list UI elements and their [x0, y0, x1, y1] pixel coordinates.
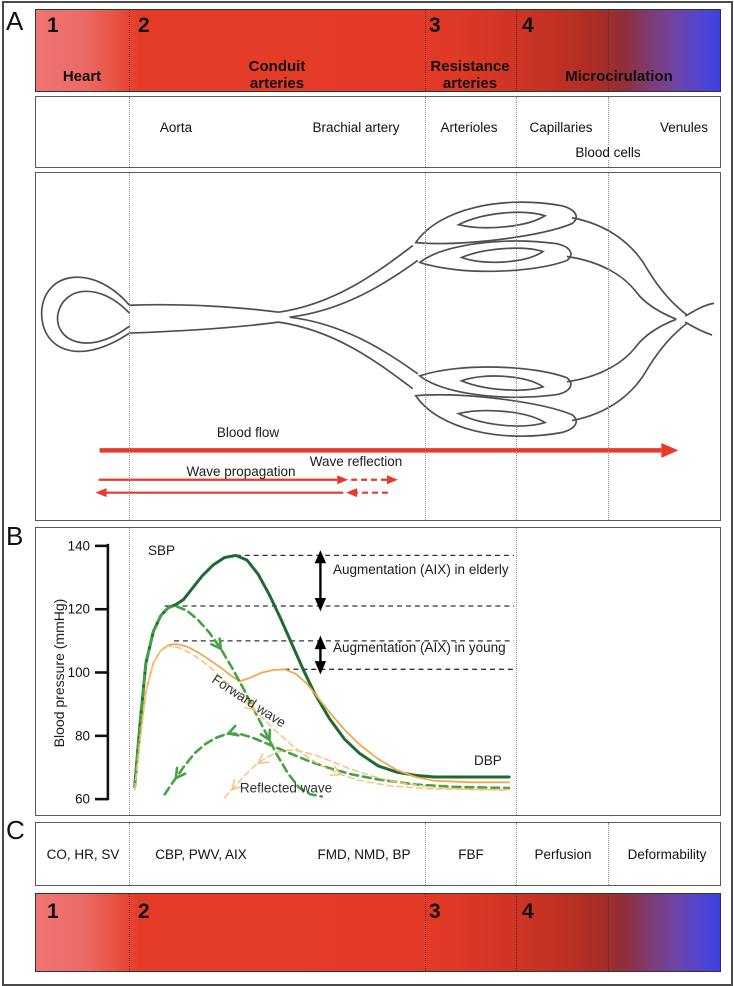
y-axis	[68, 538, 108, 806]
lower-branch-inner	[290, 317, 418, 374]
y-axis-title: Blood pressure (mmHg)	[51, 598, 67, 748]
forward-wave-label: Forward wave	[209, 671, 289, 731]
row-divider-1	[129, 97, 130, 167]
heart-outline-inner	[58, 291, 130, 343]
pod-lower-1-leaf	[459, 411, 546, 426]
ytick-120: 120	[67, 601, 91, 617]
pod-lower-2	[420, 367, 571, 397]
measure-venule: Deformability	[627, 847, 707, 862]
dbp-label: DBP	[474, 753, 502, 768]
c-divider-1	[129, 823, 130, 885]
wave-propagation-return-head	[96, 488, 107, 497]
diagram-vline-1	[129, 173, 130, 520]
aug-elderly-arrow-head-up	[315, 551, 325, 562]
exit-vessel-top	[685, 303, 714, 316]
row-divider-2	[425, 97, 426, 167]
flow-arrows	[96, 443, 679, 497]
vessel-diagram-panel	[35, 172, 721, 521]
aug-elderly-arrow-head-down	[315, 599, 325, 611]
section-3-number: 3	[429, 14, 441, 37]
chart-series	[135, 555, 514, 797]
top-gradient-bar	[35, 9, 721, 92]
blood-flow-label: Blood flow	[216, 425, 280, 440]
section-1-label: Heart	[62, 68, 102, 85]
augmentation-arrows	[315, 551, 325, 673]
bottom-divider-3	[516, 894, 517, 971]
upper-branch-inner	[290, 260, 418, 317]
bottom-section-3: 3	[429, 900, 441, 923]
section-4-number: 4	[522, 14, 534, 37]
label-blood-cells: Blood cells	[571, 145, 644, 160]
bottom-divider-1	[129, 894, 130, 971]
chart-vline-1	[129, 528, 130, 815]
pod-upper-1-leaf	[459, 212, 546, 227]
panel-b-label: B	[6, 521, 24, 551]
vessel-name-row	[35, 96, 721, 168]
bottom-divider-4	[608, 894, 609, 971]
pod-lower-1	[416, 395, 576, 436]
row-divider-3	[516, 97, 517, 167]
aug-young-label: Augmentation (AIX) in young	[333, 640, 506, 655]
pod-upper-1	[416, 202, 576, 243]
bottom-gradient-bar	[35, 893, 721, 972]
pod-upper-2	[420, 241, 571, 271]
ytick-140: 140	[67, 538, 91, 554]
bottom-section-2: 2	[138, 900, 150, 923]
section-2-label: Conduit arteries	[248, 58, 306, 92]
pod-lower-2-leaf	[462, 376, 544, 390]
label-brachial-artery: Brachial artery	[312, 120, 400, 135]
series-reflected-wave-elderly-arrowhead	[227, 726, 239, 738]
section-1-number: 1	[47, 14, 59, 37]
measure-brachial: FMD, NMD, BP	[317, 847, 411, 862]
diagram-vline-2	[425, 173, 426, 520]
label-arterioles: Arterioles	[440, 120, 498, 135]
measure-capillary: Perfusion	[534, 847, 592, 862]
ytick-60: 60	[75, 791, 91, 807]
vessel-tree	[42, 202, 714, 436]
panel-a-label: A	[6, 6, 24, 36]
label-aorta: Aorta	[159, 120, 193, 135]
bottom-section-1: 1	[47, 900, 59, 923]
aorta-top	[129, 305, 278, 312]
reflected-wave-label: Reflected wave	[239, 780, 333, 796]
bottom-section-4: 4	[522, 900, 534, 923]
venule-lower-1	[572, 323, 687, 420]
heart-outline-outer	[42, 277, 130, 351]
aorta-bottom	[129, 322, 278, 333]
ytick-80: 80	[75, 728, 91, 744]
pressure-chart-panel	[35, 527, 721, 816]
diagram-vline-3	[516, 173, 517, 520]
label-capillaries: Capillaries	[529, 120, 593, 135]
bottom-divider-2	[425, 894, 426, 971]
wave-reflection-forward-head	[387, 475, 398, 484]
series-forward-wave-elderly	[135, 606, 322, 796]
measure-heart: CO, HR, SV	[46, 847, 120, 862]
sbp-label: SBP	[148, 543, 176, 558]
aug-young-arrow-head-down	[315, 662, 325, 674]
aug-young-arrow-head-up	[315, 637, 325, 649]
panel-c-label: C	[6, 815, 25, 845]
section-4-label: Microcirulation	[565, 68, 673, 85]
wave-propagation-label: Wave propagation	[186, 464, 296, 479]
ytick-100: 100	[67, 664, 91, 680]
divider-heart-conduit	[129, 10, 130, 91]
wave-propagation-forward-head	[337, 475, 348, 484]
section-3-label: Resistance arteries	[430, 58, 510, 92]
exit-vessel-bottom	[685, 322, 712, 335]
chart-vline-2	[516, 528, 517, 815]
c-divider-2	[425, 823, 426, 885]
wave-reflection-label: Wave reflection	[309, 454, 403, 469]
c-divider-4	[608, 823, 609, 885]
wave-reflection-return-head	[346, 488, 357, 497]
section-2-number: 2	[138, 14, 150, 37]
aug-elderly-label: Augmentation (AIX) in elderly	[333, 562, 509, 577]
measurement-row	[35, 822, 721, 886]
c-divider-3	[516, 823, 517, 885]
blood-flow-arrow-head	[661, 443, 678, 458]
measure-conduit: CBP, PWV, AIX	[155, 847, 247, 862]
venule-upper-1	[572, 218, 687, 315]
measure-resistance: FBF	[458, 847, 484, 862]
pod-upper-2-leaf	[462, 248, 544, 262]
diagram-vline-4	[608, 173, 609, 520]
label-venules: Venules	[659, 120, 709, 135]
